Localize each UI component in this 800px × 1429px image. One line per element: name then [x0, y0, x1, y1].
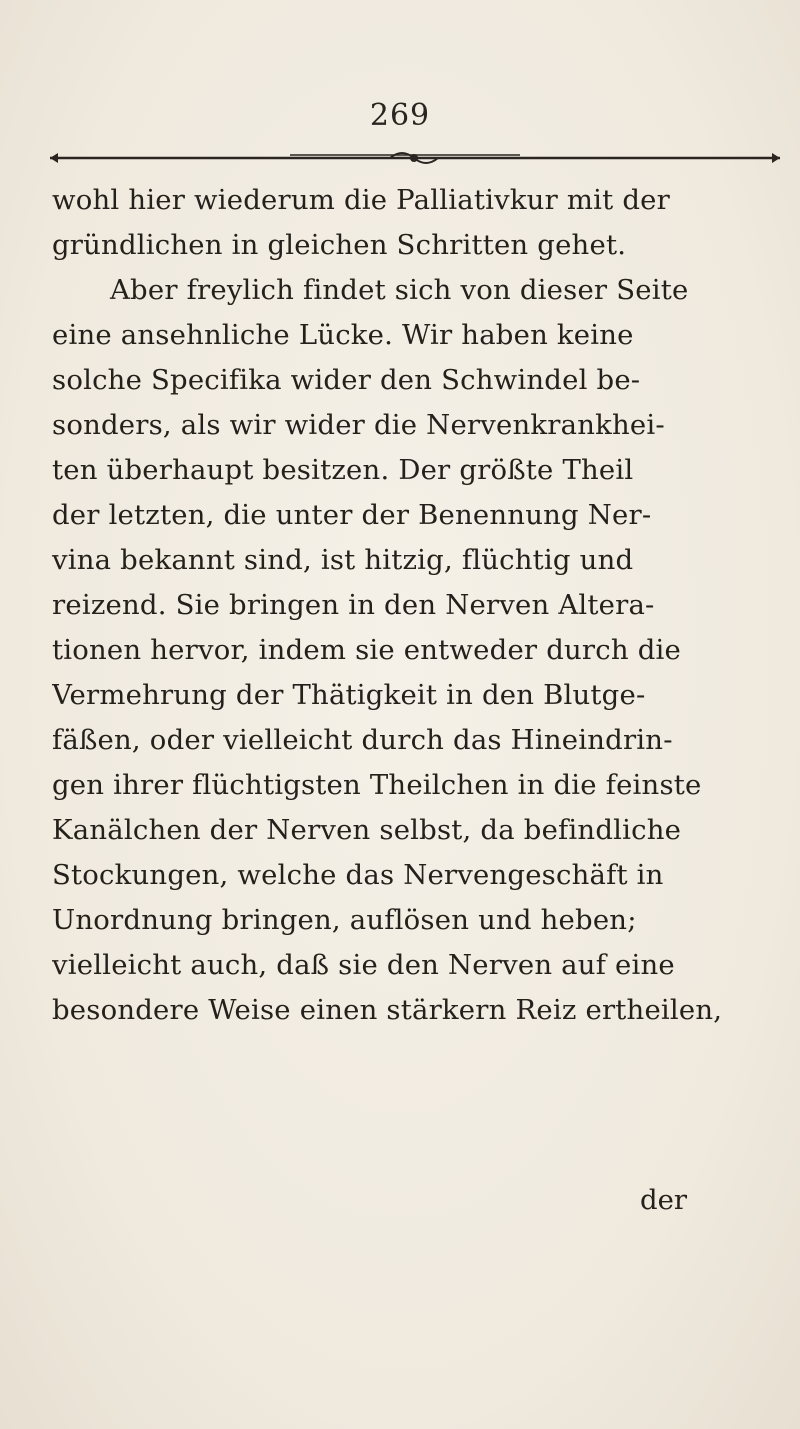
text-line: fäßen, oder vielleicht durch das Hineindrin-	[52, 724, 673, 756]
text-line: Vermehrung der Thätigkeit in den Blutge-	[52, 679, 646, 711]
text-line: tionen hervor, indem sie entweder durch die	[52, 634, 682, 666]
text-line: eine ansehnliche Lücke. Wir haben keine	[52, 319, 634, 351]
text-line: vina bekannt sind, ist hitzig, flüchtig und	[52, 544, 634, 576]
text-line: ten überhaupt besitzen. Der größte Theil	[52, 454, 634, 486]
body-text	[52, 178, 782, 1033]
text-line: gründlichen in gleichen Schritten gehet.	[52, 229, 627, 261]
text-line: wohl hier wiederum die Palliativkur mit der	[52, 184, 670, 216]
page-number: 269	[369, 98, 431, 133]
text-line: vielleicht auch, daß sie den Nerven auf eine	[52, 949, 675, 981]
text-line: der letzten, die unter der Benennung Ner-	[52, 499, 652, 531]
text-line: solche Specifika wider den Schwindel be-	[52, 364, 641, 396]
text-line: Stockungen, welche das Nervengeschäft in	[52, 859, 664, 891]
catchword: der	[640, 1184, 688, 1216]
text-line: sonders, als wir wider die Nervenkrankhei-	[52, 409, 665, 441]
ornamental-rule-icon	[50, 150, 780, 166]
text-line: reizend. Sie bringen in den Nerven Altera-	[52, 589, 655, 621]
text-line: Unordnung bringen, auflösen und heben;	[52, 904, 637, 936]
text-line: besondere Weise einen stärkern Reiz ertheilen,	[52, 994, 723, 1026]
text-line: gen ihrer flüchtigsten Theilchen in die feinste	[52, 769, 702, 801]
text-line: Aber freylich findet sich von dieser Seite	[110, 274, 689, 306]
text-line: Kanälchen der Nerven selbst, da befindliche	[52, 814, 682, 846]
